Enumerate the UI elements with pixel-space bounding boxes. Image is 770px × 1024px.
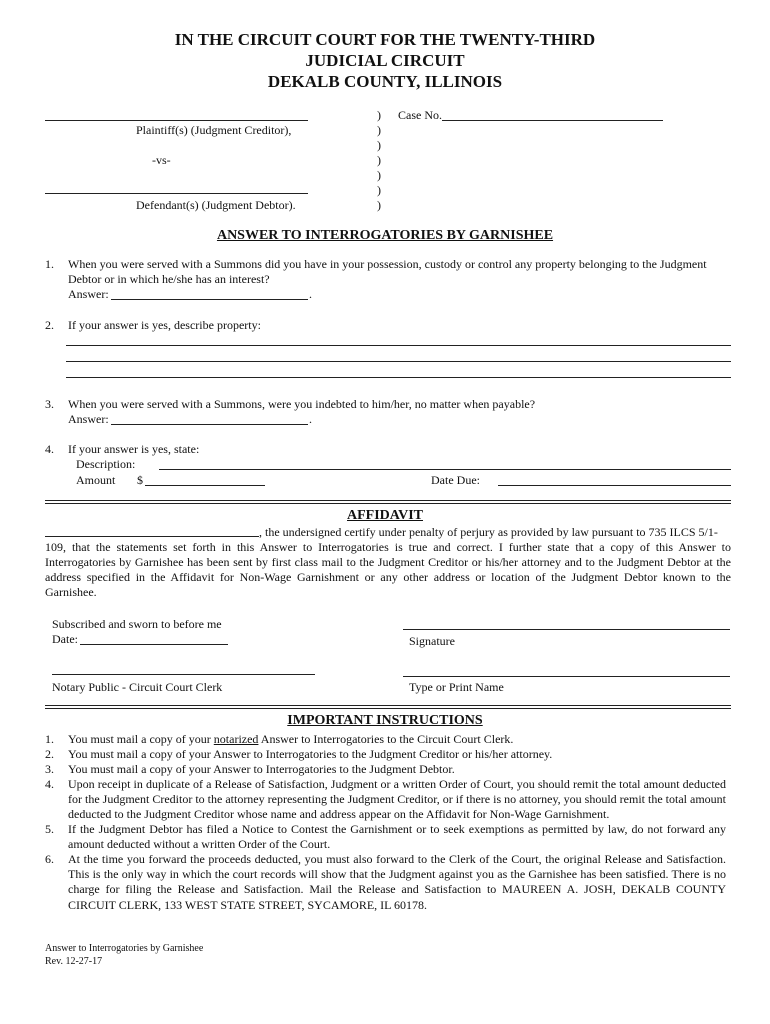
question-1-text-cont: Debtor or in which he/she has an interest? — [68, 272, 270, 286]
court-title-line1: IN THE CIRCUIT COURT FOR THE TWENTY-THIRD — [174, 30, 596, 49]
question-1-answer-line[interactable] — [111, 299, 308, 300]
instruction-1-number: 1. — [45, 732, 54, 746]
instruction-1-text-end: Answer to Interrogatories to the Circuit Court Clerk. — [258, 732, 514, 746]
subscribed-label: Subscribed and sworn to before me — [52, 617, 222, 631]
question-1-text: When you were served with a Summons did you have in your possession, custody or control any property belonging to the Judgment — [68, 257, 707, 271]
caption-paren: ) — [377, 168, 381, 182]
question-4-text: If your answer is yes, state: — [68, 442, 200, 456]
question-1-answer-label: Answer: — [68, 287, 109, 301]
caption-paren: ) — [377, 108, 381, 122]
instruction-5: If the Judgment Debtor has filed a Notice to Contest the Garnishment or to seek exemptions as permitted by law, do not forward any amount deducted without a written Order of the Court. — [68, 822, 726, 852]
period: . — [309, 287, 312, 301]
court-title-line3: DEKALB COUNTY, ILLINOIS — [267, 72, 503, 91]
instruction-2-number: 2. — [45, 747, 54, 761]
instruction-6: At the time you forward the proceeds deducted, you must also forward to the Clerk of the Court, the original Release and Satisfaction. This is the only way in which the court records will show that the Judgment against you as the Garnishee has been satisfied. There is no charge for filing the Release and Satisfaction. Mail the Release and Satisfaction to MAUREEN A. JOSH, DEKALB COUNTY CIRCUIT CLERK, 133 WEST STATE STREET, SYCAMORE, IL 60178. — [68, 852, 726, 912]
question-2-text: If your answer is yes, describe property: — [68, 318, 261, 332]
question-3-number: 3. — [45, 397, 54, 411]
instruction-4: Upon receipt in duplicate of a Release of Satisfaction, Judgment or a written Order of Court, you should remit the total amount deducted for the Judgment Creditor to the attorney representing the Judgment Creditor, or if there is no attorney, you should remit the total amount deducted to the Judgment Creditor whose name and address appear on the Affidavit for Non-Wage Garnishment. — [68, 777, 726, 822]
sworn-date-line[interactable] — [80, 644, 228, 645]
affidavit-body: 109, that the statements set forth in this Answer to Interrogatories is true and correct. I further state that a copy of this Answer to Interrogatories by Garnishee has been sent by first class mail to the Judgment Creditor or his/her attorney and to the Judgment Debtor at the address specified in the Affidavit for Non-Wage Garnishment or any other address or location of the Judgment Debtor known to the Garnishee. — [45, 540, 731, 599]
question-3-answer-label: Answer: — [68, 412, 109, 426]
affiant-name-line[interactable] — [45, 536, 259, 537]
dollar-sign: $ — [137, 473, 143, 487]
section-divider — [45, 503, 731, 504]
type-print-name-label: Type or Print Name — [409, 680, 504, 694]
notarized-emphasis: notarized — [213, 732, 259, 746]
instruction-6-number: 6. — [45, 852, 54, 866]
amount-line[interactable] — [145, 485, 265, 486]
caption-paren: ) — [377, 198, 381, 212]
instruction-1-text: You must mail a copy of your — [68, 732, 214, 746]
instructions-title: IMPORTANT INSTRUCTIONS — [287, 713, 483, 728]
form-name: Answer to Interrogatories by Garnishee — [45, 943, 204, 954]
affidavit-title: AFFIDAVIT — [347, 508, 423, 523]
versus-label: -vs- — [152, 153, 171, 167]
signature-label: Signature — [409, 634, 455, 648]
amount-label: Amount — [76, 473, 116, 487]
property-description-line-1[interactable] — [66, 345, 731, 346]
caption-paren: ) — [377, 138, 381, 152]
court-title-line2: JUDICIAL CIRCUIT — [305, 51, 465, 70]
property-description-line-3[interactable] — [66, 377, 731, 378]
question-4-number: 4. — [45, 442, 54, 456]
defendant-name-line[interactable] — [45, 193, 308, 194]
instruction-4-number: 4. — [45, 777, 54, 791]
case-number-label: Case No. — [398, 108, 442, 122]
case-number-line[interactable] — [442, 120, 663, 121]
date-label: Date: — [52, 632, 78, 646]
date-due-label: Date Due: — [431, 473, 480, 487]
caption-paren: ) — [377, 153, 381, 167]
caption-paren: ) — [377, 123, 381, 137]
defendant-label: Defendant(s) (Judgment Debtor). — [136, 198, 296, 212]
period: . — [309, 412, 312, 426]
instruction-2: You must mail a copy of your Answer to Interrogatories to the Judgment Creditor or his/her attorney. — [68, 747, 553, 761]
answer-title: ANSWER TO INTERROGATORIES BY GARNISHEE — [216, 228, 554, 243]
question-2-number: 2. — [45, 318, 54, 332]
section-divider — [45, 708, 731, 709]
section-divider — [45, 500, 731, 501]
plaintiff-name-line[interactable] — [45, 120, 308, 121]
signature-line[interactable] — [403, 629, 730, 630]
question-3-answer-line[interactable] — [111, 424, 308, 425]
caption-paren: ) — [377, 183, 381, 197]
plaintiff-label: Plaintiff(s) (Judgment Creditor), — [136, 123, 292, 137]
question-1-number: 1. — [45, 257, 54, 271]
description-label: Description: — [76, 457, 136, 471]
question-3-text: When you were served with a Summons, were you indebted to him/her, no matter when payable? — [68, 397, 536, 411]
instruction-5-number: 5. — [45, 822, 54, 836]
property-description-line-2[interactable] — [66, 361, 731, 362]
instruction-3: You must mail a copy of your Answer to Interrogatories to the Judgment Debtor. — [68, 762, 455, 776]
instruction-1 — [68, 732, 726, 747]
section-divider — [45, 705, 731, 706]
date-due-line[interactable] — [498, 485, 731, 486]
notary-line[interactable] — [52, 674, 315, 675]
description-line[interactable] — [159, 469, 731, 470]
notary-label: Notary Public - Circuit Court Clerk — [52, 680, 223, 694]
affidavit-intro: , the undersigned certify under penalty of perjury as provided by law pursuant to 735 ILCS 5/1- — [259, 525, 718, 539]
printed-name-line[interactable] — [403, 676, 730, 677]
instruction-3-number: 3. — [45, 762, 54, 776]
form-revision: Rev. 12-27-17 — [45, 956, 103, 967]
